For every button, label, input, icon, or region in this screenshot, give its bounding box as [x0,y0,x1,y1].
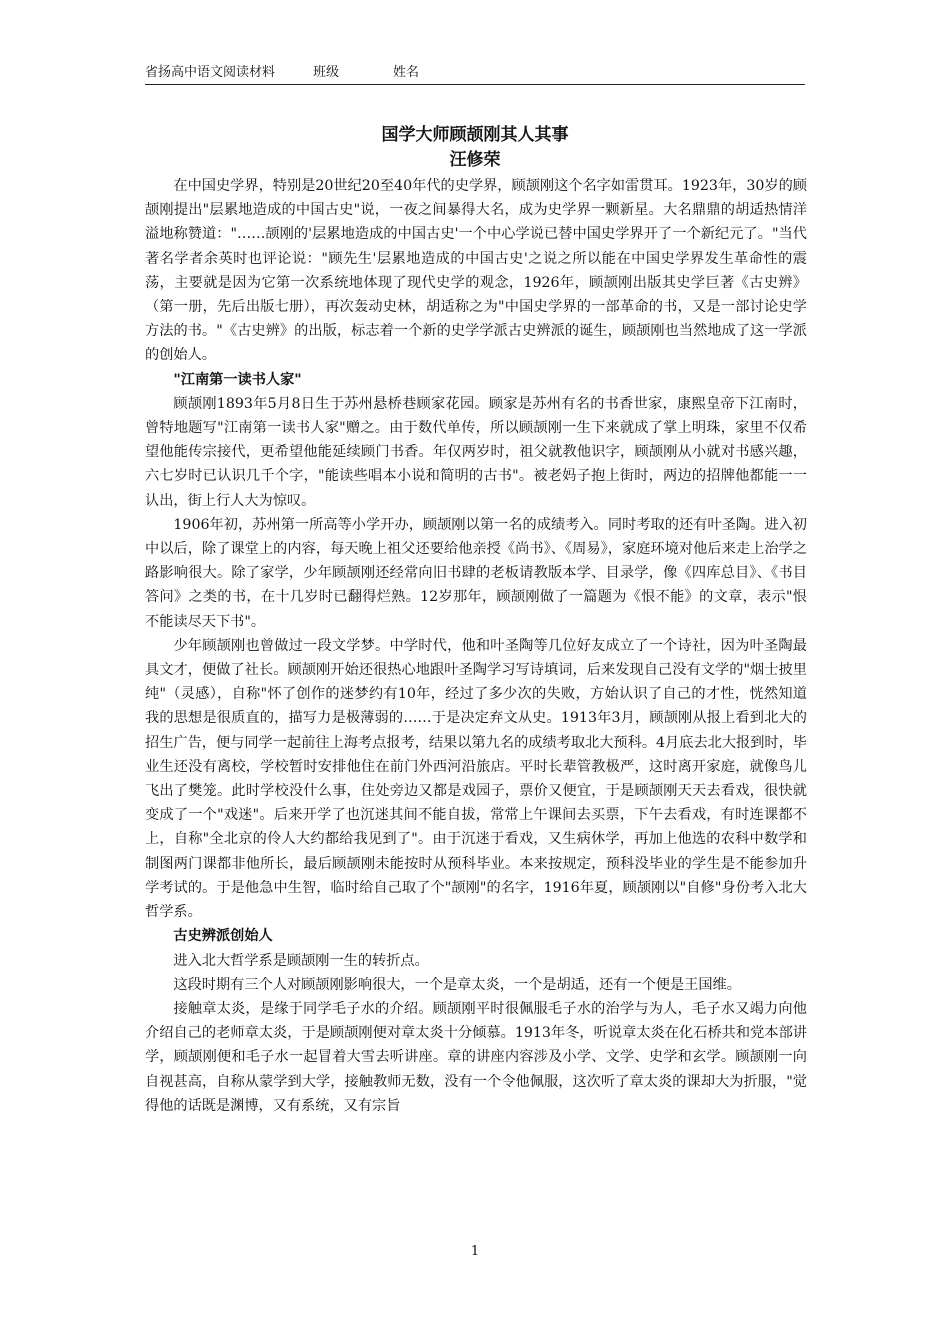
section-heading-founder: 古史辨派创始人 [173,928,273,945]
paragraph-school: 1906年初，苏州第一所高等小学开办，顾颉刚以第一名的成绩考入。同时考取的还有叶圣陶。进入初中以后，除了课堂上的内容，每天晚上祖父还要给他亲授《尚书》、《周易》，家庭环境对他后来走上治学之路影响很大。除了家学，少年顾颉刚还经常向旧书肆的老板请教版本学、目录学，像《四库总目》、《书目答问》之类的书，在十几岁时已翻得烂熟。12岁那年，顾颉刚做了一篇题为《恨不能》的文章，表示"恨不能读尽天下书"。 [145,516,807,630]
article-title: 国学大师顾颉刚其人其事 [381,125,569,145]
article-author: 汪修荣 [449,150,501,170]
paragraph-turning-point: 进入北大哲学系是顾颉刚一生的转折点。 [173,952,429,969]
paragraph-zhang-taiyan: 接触章太炎，是缘于同学毛子水的介绍。顾颉刚平时很佩服毛子水的治学与为人，毛子水又竭力向他介绍自己的老师章太炎，于是顾颉刚便对章太炎十分倾慕。1913年冬，听说章太炎在化石桥共和党本部讲学，顾颉刚便和毛子水一起冒着大雪去听讲座。章的讲座内容涉及小学、文学、史学和玄学。顾颉刚一向自视甚高，自称从蒙学到大学，接触教师无数，没有一个令他佩服，这次听了章太炎的课却大为折服，"觉得他的话既是渊博，又有系统，又有宗旨 [145,1000,807,1114]
page-number: 1 [470,1244,480,1259]
name-label: 姓名 [393,65,420,80]
paragraph-birth: 顾颉刚1893年5月8日生于苏州悬桥巷顾家花园。顾家是苏州有名的书香世家，康熙皇帝下江南时，曾特地题写"江南第一读书人家"赠之。由于数代单传，所以顾颉刚一生下来就成了掌上明珠，家里不仅希望他能传宗接代，更希望他能延续顾门书香。年仅两岁时，祖父就教他识字，顾颉刚从小就对书感兴趣，六七岁时已认识几千个字，"能读些唱本小说和简明的古书"。被老妈子抱上街时，两边的招牌他都能一一认出，街上行人大为惊叹。 [145,395,807,509]
section-heading-family: "江南第一读书人家" [173,371,302,388]
class-label: 班级 [313,65,340,80]
page-header [145,62,805,85]
paragraph-literary-dream: 少年顾颉刚也曾做过一段文学梦。中学时代，他和叶圣陶等几位好友成立了一个诗社，因为叶圣陶最具文才，便做了社长。顾颉刚开始还很热心地跟叶圣陶学习写诗填词，后来发现自己没有文学的"烟士披里纯"（灵感），自称"怀了创作的迷梦约有10年，经过了多少次的失败，方始认识了自己的才性，恍然知道我的思想是很质直的，描写力是极薄弱的……于是决定弃文从史。1913年3月，顾颉刚从报上看到北大的招生广告，便与同学一起前往上海考点报考，结果以第九名的成绩考取北大预科。4月底去北大报到时，毕业生还没有离校，学校暂时安排他住在前门外西河沿旅店。平时长辈管教极严，这时离开家庭，就像鸟儿飞出了樊笼。此时学校没什么事，住处旁边又都是戏园子，票价又便宜，于是顾颉刚天天去看戏，很快就变成了一个"戏迷"。后来开学了也沉迷其间不能自拔，常常上午课间去买票，下午去看戏，有时连课都不上，自称"全北京的伶人大约都给我见到了"。由于沉迷于看戏，又生病休学，再加上他选的农科中数学和制图两门课都非他所长，最后顾颉刚未能按时从预科毕业。本来按规定，预科没毕业的学生是不能参加升学考试的。于是他急中生智，临时给自己取了个"颉刚"的名字，1916年夏，顾颉刚以"自修"身份考入北大哲学系。 [145,637,807,921]
article-body [145,174,807,1118]
paragraph-three-influences: 这段时期有三个人对顾颉刚影响很大，一个是章太炎，一个是胡适，还有一个便是王国维。 [173,976,741,993]
intro-paragraph: 在中国史学界，特别是20世纪20至40年代的史学界，顾颉刚这个名字如雷贯耳。1923年，30岁的顾颉刚提出"层累地造成的中国古史"说，一夜之间暴得大名，成为史学界一颗新星。大名鼎鼎的胡适热情洋溢地称赞道："……颉刚的'层累地造成的中国古史'一个中心学说已替中国史学界开了一个新纪元了。"当代著名学者余英时也评论说："顾先生'层累地造成的中国古史'之说之所以能在中国史学界发生革命性的震荡，主要就是因为它第一次系统地体现了现代史学的观念，1926年，顾颉刚出版其史学巨著《古史辨》（第一册，先后出版七册），再次轰动史林，胡适称之为"中国史学界的一部革命的书，又是一部讨论史学方法的书。"《古史辨》的出版，标志着一个新的史学学派古史辨派的诞生，顾颉刚也当然地成了这一学派的创始人。 [145,178,807,364]
material-label: 省扬高中语文阅读材料 [145,65,276,80]
